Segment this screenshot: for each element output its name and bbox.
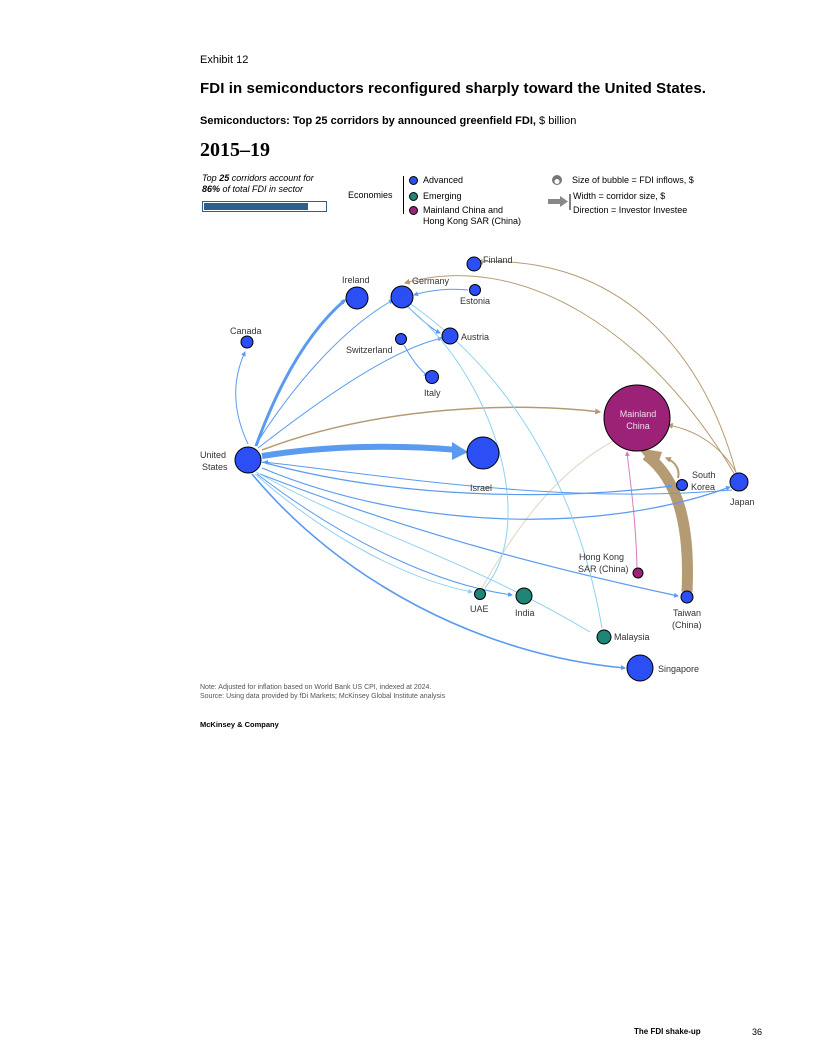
headline: FDI in semiconductors reconfigured sharply toward the United States. [200, 80, 707, 97]
flow-us-china [262, 407, 600, 450]
flow-estonia-germany [414, 289, 468, 295]
label-italy: Italy [424, 388, 441, 398]
node-canada [241, 336, 253, 348]
label-hk-line1: Hong Kong [579, 552, 625, 562]
node-hk [633, 568, 643, 578]
label-japan: Japan [730, 497, 755, 507]
share-percent: 86% [202, 184, 221, 194]
flow-hk-china [627, 452, 637, 568]
flow-us-malaysia-light [256, 472, 590, 632]
economies-label: Economies [348, 190, 393, 200]
share-line1-pre: Top [202, 173, 220, 183]
period-title: 2015–19 [200, 139, 270, 161]
label-finland: Finland [483, 255, 513, 265]
note [200, 683, 445, 701]
label-taiwan-line2: (China) [672, 620, 702, 630]
subtitle-main: Semiconductors: Top 25 corridors by announced greenfield FDI, [200, 115, 536, 127]
legend-emerging-label: Emerging [423, 191, 462, 201]
legend-size-label: Size of bubble = FDI inflows, $ [572, 175, 694, 185]
label-ireland: Ireland [342, 275, 370, 285]
flow-taiwan-china [646, 455, 688, 592]
share-count: 25 [219, 173, 230, 183]
exhibit-label: Exhibit 12 [200, 54, 249, 66]
note-line1: Note: Adjusted for inflation based on World Bank US CPI, indexed at 2024. [200, 684, 432, 691]
label-austria: Austria [461, 332, 490, 342]
share-line1-post: corridors account for [229, 173, 314, 183]
flow-us-canada [236, 352, 248, 444]
node-malaysia [597, 630, 611, 644]
node-austria [442, 328, 458, 344]
share-line2-post: of total FDI in sector [220, 184, 304, 194]
node-japan [730, 473, 748, 491]
label-india: India [515, 608, 535, 618]
legend-china-line1: Mainland China and [423, 205, 504, 215]
node-finland [467, 257, 481, 271]
footer-title: The FDI shake-up [634, 1027, 701, 1036]
label-uae: UAE [470, 604, 489, 614]
label-switzerland: Switzerland [346, 345, 393, 355]
label-china-line2: China [626, 421, 650, 431]
node-us [235, 447, 261, 473]
node-switzerland [396, 334, 407, 345]
node-uae [475, 589, 486, 600]
label-china-line1: Mainland [619, 409, 657, 419]
label-germany: Germany [412, 276, 450, 286]
label-malaysia: Malaysia [614, 632, 650, 642]
legend-width-label: Width = corridor size, $ [573, 191, 666, 201]
label-skorea-line1: South [692, 470, 716, 480]
flow-us-taiwan [260, 474, 678, 596]
node-skorea [677, 480, 688, 491]
flow-japan-china [668, 425, 736, 472]
label-hk-line2: SAR (China) [578, 564, 629, 574]
node-india [516, 588, 532, 604]
label-israel: Israel [470, 483, 493, 493]
page-number: 36 [752, 1027, 763, 1037]
node-singapore [627, 655, 653, 681]
flow-germany-malaysia [408, 302, 602, 628]
legend-china-line2: Hong Kong SAR (China) [423, 216, 522, 226]
label-canada: Canada [230, 326, 262, 336]
node-italy [426, 371, 439, 384]
brand-label: McKinsey & Company [200, 720, 279, 729]
subtitle-unit: $ billion [535, 115, 577, 127]
label-singapore: Singapore [658, 664, 700, 674]
flow-us-israel [262, 447, 458, 456]
label-skorea-line2: Korea [691, 482, 716, 492]
label-estonia: Estonia [460, 296, 491, 306]
flow-us-israel-head [452, 442, 468, 460]
node-estonia [470, 285, 481, 296]
label-taiwan-line1: Taiwan [673, 608, 702, 618]
node-ireland [346, 287, 368, 309]
node-taiwan [681, 591, 693, 603]
node-israel [467, 437, 499, 469]
legend-direction-label: Direction = Investor Investee [573, 205, 688, 215]
flow-japan-finland [478, 262, 738, 480]
label-us-line1: United [200, 450, 227, 460]
label-us-line2: States [202, 462, 228, 472]
source-line: Source: Using data provided by fDi Markets; McKinsey Global Institute analysis [200, 693, 446, 700]
legend-advanced-label: Advanced [423, 175, 464, 185]
node-germany [391, 286, 413, 308]
